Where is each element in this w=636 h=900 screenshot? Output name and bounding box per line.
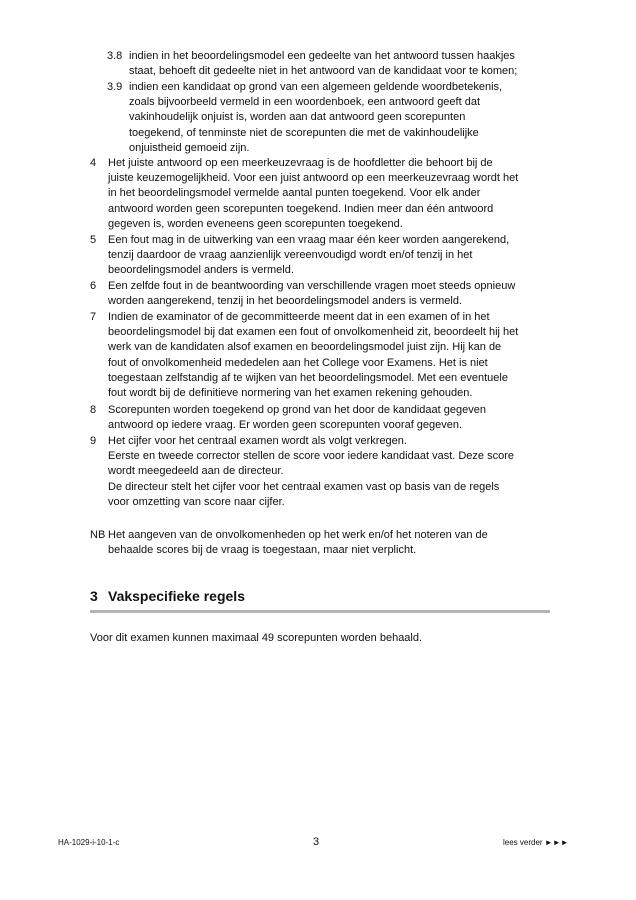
max-score-paragraph: Voor dit examen kunnen maximaal 49 scorepunten worden behaald.: [90, 632, 423, 644]
rule-line: beoordelingsmodel anders is vermeld.: [108, 264, 294, 277]
rule-line: beoordelingsmodel bij dat examen een fout of onvolkomenheid zit, beoordeelt hij het: [108, 326, 519, 339]
rule-line: juiste keuzemogelijkheid. Voor een juist antwoord op een meerkeuzevraag wordt het: [108, 172, 519, 185]
rule-line: indien in het beoordelingsmodel een gedeelte van het antwoord tussen haakjes: [129, 50, 515, 62]
section-divider: [90, 610, 550, 613]
rule-line: toegestaan zelfstandig af te wijken van het beoordelingsmodel. Met een eventuele: [108, 371, 508, 384]
rule-line: Een fout mag in de uitwerking van een vraag maar één keer worden aangerekend,: [108, 234, 510, 246]
rule-number: 8: [90, 404, 97, 416]
rule-line: Het cijfer voor het centraal examen wordt als volgt verkregen.: [108, 435, 407, 447]
note-label: NB: [90, 529, 106, 541]
rule-line: tenzij daardoor de vraag aanzienlijk vereenvoudigd wordt en/of tenzij in het: [108, 249, 473, 262]
continue-indicator: lees verder ►►►: [503, 838, 569, 847]
rule-line: werk van de kandidaten alsof examen en beoordelingsmodel juist zijn. Hij kan de: [108, 341, 502, 354]
rule-line: staat, behoeft dit gedeelte niet in het antwoord van de kandidaat voor te komen;: [129, 65, 518, 78]
rule-line: Het juiste antwoord op een meerkeuzevraag is de hoofdletter die behoort bij de: [108, 157, 493, 169]
rule-line: De directeur stelt het cijfer voor het centraal examen vast op basis van de regels: [108, 480, 500, 493]
section-number: 3: [90, 588, 98, 604]
rule-line: indien een kandidaat op grond van een algemeen geldende woordbetekenis,: [129, 81, 503, 93]
section-title: Vakspecifieke regels: [108, 588, 245, 604]
rule-line: voor omzetting van score naar cijfer.: [108, 495, 285, 508]
rule-number: 5: [90, 234, 97, 246]
rule-line: toegekend, of tenminste niet de scorepunten die met de vakinhoudelijke: [129, 126, 479, 139]
document-code: HA-1029-i-10-1-c: [58, 838, 120, 847]
rule-line: onjuistheid gemoeid zijn.: [129, 141, 250, 154]
rule-number: 9: [90, 435, 97, 447]
rule-line: worden aangerekend, tenzij in het beoordelingsmodel anders is vermeld.: [108, 295, 463, 308]
rule-line: Scorepunten worden toegekend op grond van het door de kandidaat gegeven: [108, 404, 486, 416]
rule-line: fout wordt bij de definitieve normering van het examen rekening gehouden.: [108, 387, 473, 400]
rule-line: Het aangeven van de onvolkomenheden op het werk en/of het noteren van de: [108, 529, 488, 541]
rule-number: 4: [90, 157, 97, 169]
rule-line: Indien de examinator of de gecommitteerde meent dat in een examen of in het: [108, 311, 490, 323]
rule-line: gegeven is, worden eveneens geen scorepunten toegekend.: [108, 217, 403, 230]
rule-line: wordt meegedeeld aan de directeur.: [108, 465, 284, 478]
rule-line: zoals bijvoorbeeld vermeld in een woordenboek, een antwoord geeft dat: [129, 96, 481, 109]
rule-line: Eerste en tweede corrector stellen de score voor iedere kandidaat vast. Deze score: [108, 450, 514, 463]
rule-number: 6: [90, 280, 97, 292]
rule-line: vakinhoudelijk onjuist is, worden aan dat antwoord geen scorepunten: [129, 111, 466, 124]
rule-number: 3.8: [107, 50, 123, 62]
rule-number: 7: [90, 311, 97, 323]
rule-line: fout of onvolkomenheid mededelen aan het College voor Examens. Het is niet: [108, 356, 488, 369]
page-number: 3: [313, 836, 320, 848]
rule-line: in het beoordelingsmodel vermelde aantal punten toegekend. Voor elk ander: [108, 187, 481, 200]
rule-line: behaalde scores bij de vraag is toegestaan, maar niet verplicht.: [108, 544, 417, 557]
rule-line: antwoord worden geen scorepunten toegekend. Indien meer dan één antwoord: [108, 202, 494, 215]
rule-number: 3.9: [107, 81, 123, 93]
rule-line: antwoord op iedere vraag. Er worden geen scorepunten vooraf gegeven.: [108, 419, 463, 432]
section-heading: [90, 588, 245, 604]
rule-line: Een zelfde fout in de beantwoording van verschillende vragen moet steeds opnieuw: [108, 280, 516, 292]
